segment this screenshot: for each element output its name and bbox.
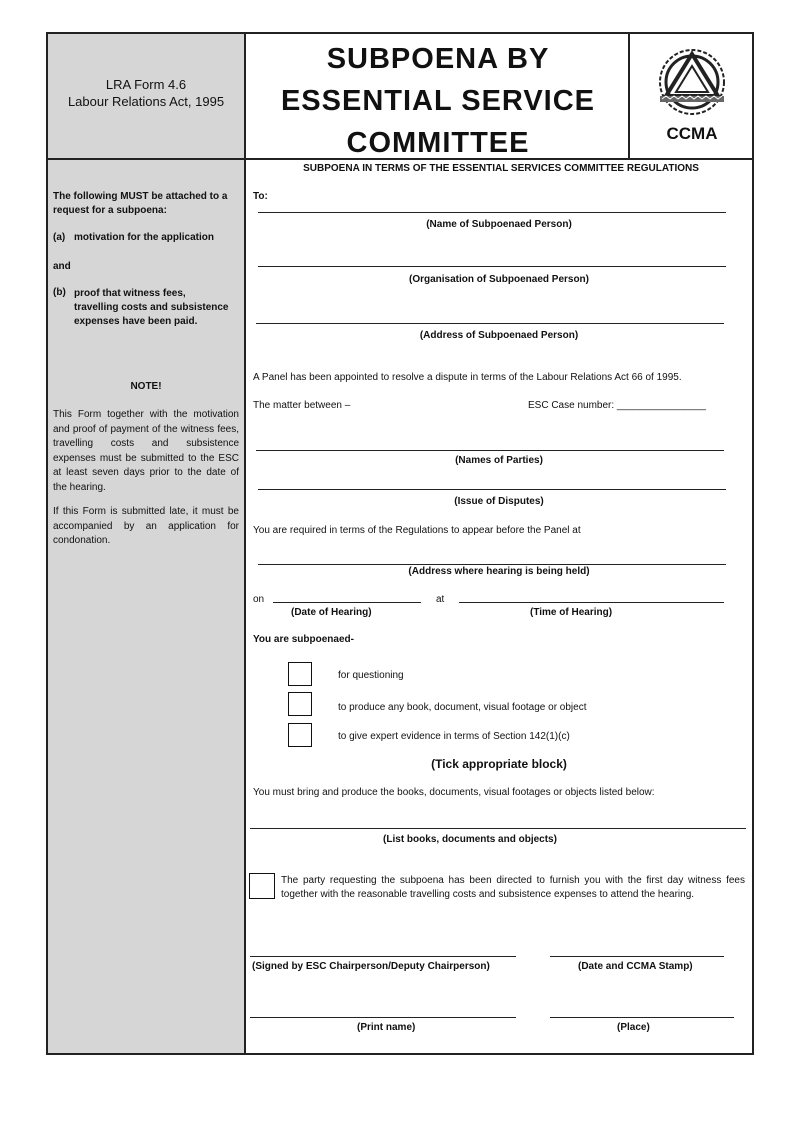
signed-caption: (Signed by ESC Chairperson/Deputy Chairperson) <box>252 961 490 972</box>
on-label: on <box>253 594 265 605</box>
note-paragraph-2: If this Form is submitted late, it must be accompanied by an application for condonation. <box>53 506 239 546</box>
act-name: Labour Relations Act, 1995 <box>67 94 225 109</box>
option-questioning: for questioning <box>338 670 404 681</box>
title-line-3: COMMITTEE <box>346 127 530 159</box>
tick-instruction: (Tick appropriate block) <box>431 757 567 771</box>
hearing-address-line[interactable] <box>258 564 726 565</box>
list-line[interactable] <box>250 828 746 829</box>
place-caption: (Place) <box>617 1022 650 1033</box>
sidebar-item-a-marker: (a) <box>53 232 66 243</box>
time-caption: (Time of Hearing) <box>530 607 613 618</box>
address-caption: (Address of Subpoenaed Person) <box>419 330 579 341</box>
bring-text: You must bring and produce the books, documents, visual footages or objects listed below: <box>253 787 655 798</box>
sidebar-and: and <box>53 261 71 272</box>
print-name-line[interactable] <box>250 1017 516 1018</box>
ccma-logo <box>650 44 734 148</box>
title-line-2: ESSENTIAL SERVICE <box>280 85 596 117</box>
name-line[interactable] <box>258 212 726 213</box>
date-stamp-line[interactable] <box>550 956 724 957</box>
note-heading: NOTE! <box>130 381 162 392</box>
page-title <box>248 38 628 164</box>
case-number-label: ESC Case number: ________________ <box>528 400 706 411</box>
issue-caption: (Issue of Disputes) <box>454 496 544 507</box>
ccma-logo-icon <box>650 44 734 124</box>
to-label: To: <box>253 191 268 202</box>
organisation-line[interactable] <box>258 266 726 267</box>
date-caption: (Date of Hearing) <box>291 607 372 618</box>
sidebar-item-b-marker: (b) <box>53 287 66 298</box>
logo-text: CCMA <box>666 124 718 143</box>
parties-line[interactable] <box>256 450 724 451</box>
sidebar-intro: The following MUST be attached to a request for a subpoena: <box>53 191 228 216</box>
fees-text: The party requesting the subpoena has been directed to furnish you with the first day witness fees together with the reasonable travelling costs and subsistence expenses to attend the hearing. <box>281 875 745 900</box>
time-line[interactable] <box>459 602 724 603</box>
panel-text: A Panel has been appointed to resolve a dispute in terms of the Labour Relations Act 66 of 1995. <box>253 372 682 383</box>
list-caption: (List books, documents and objects) <box>383 834 557 845</box>
required-text: You are required in terms of the Regulations to appear before the Panel at <box>253 525 581 536</box>
date-stamp-caption: (Date and CCMA Stamp) <box>578 961 693 972</box>
name-caption: (Name of Subpoenaed Person) <box>426 219 572 230</box>
note-paragraph-1: This Form together with the motivation and proof of payment of the witness fees, travelling costs and subsistence expenses must be submitted to the ESC at least seven days prior to the date of the hearing. <box>53 409 239 493</box>
form-id: LRA Form 4.6 <box>105 77 187 92</box>
sidebar-item-a: motivation for the application <box>74 232 215 243</box>
header-divider-left <box>628 32 630 160</box>
questioning-checkbox[interactable] <box>288 662 312 686</box>
produce-checkbox[interactable] <box>288 692 312 716</box>
print-name-caption: (Print name) <box>357 1022 416 1033</box>
title-line-1: SUBPOENA BY <box>326 43 550 75</box>
expert-evidence-checkbox[interactable] <box>288 723 312 747</box>
sidebar-item-b: proof that witness fees, travelling costs and subsistence expenses have been paid. <box>74 288 229 327</box>
subpoenaed-label: You are subpoenaed- <box>253 634 354 645</box>
address-line[interactable] <box>256 323 724 324</box>
form-id-block <box>46 76 246 110</box>
date-line[interactable] <box>273 602 421 603</box>
issue-line[interactable] <box>258 489 726 490</box>
form-subtitle: SUBPOENA IN TERMS OF THE ESSENTIAL SERVICES COMMITTEE REGULATIONS <box>303 163 699 174</box>
parties-caption: (Names of Parties) <box>455 455 543 466</box>
signature-line[interactable] <box>250 956 516 957</box>
place-line[interactable] <box>550 1017 734 1018</box>
matter-between-label: The matter between – <box>253 400 351 411</box>
option-produce: to produce any book, document, visual footage or object <box>338 702 587 713</box>
organisation-caption: (Organisation of Subpoenaed Person) <box>408 274 589 285</box>
option-expert-evidence: to give expert evidence in terms of Section 142(1)(c) <box>338 731 570 742</box>
at-label: at <box>436 594 445 605</box>
hearing-address-caption: (Address where hearing is being held) <box>408 566 590 577</box>
fees-checkbox[interactable] <box>249 873 275 899</box>
